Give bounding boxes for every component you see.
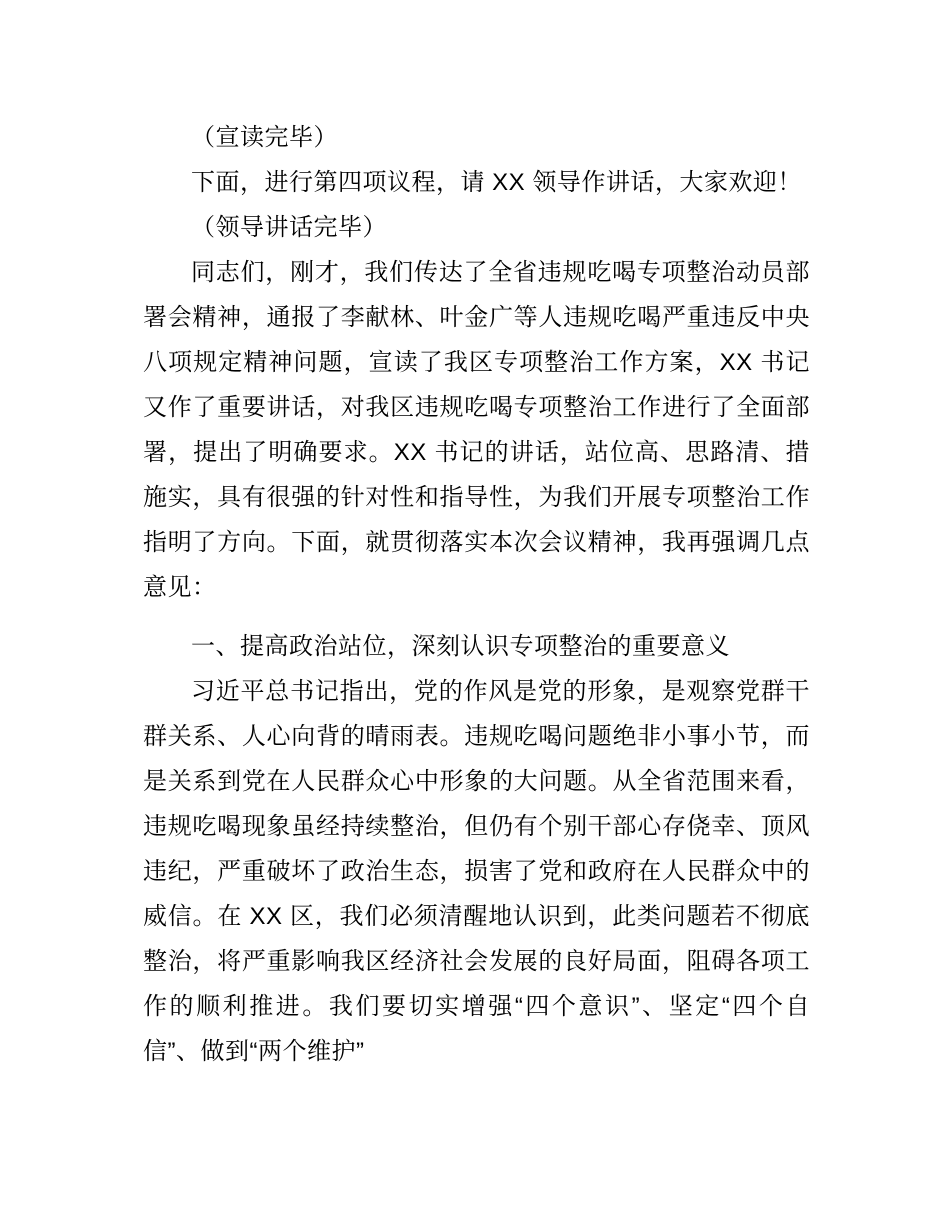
section-heading-1: 一、提高政治站位，深刻认识专项整治的重要意义 — [191, 633, 730, 660]
body-paragraph-meeting-summary: 同志们，刚才，我们传达了全省违规吃喝专项整治动员部署会精神，通报了李献林、叶金广等人违规吃喝严重违反中央八项规定精神问题，宣读了我区专项整治工作方案，XX 书记又作了重要讲话，对我区违规吃喝专项整治工作进行了全面部署，提出了明确要求。XX 书记的讲话，站位高、思路清、措施实，具有很强的针对性和指导性，为我们开展专项整治工作指明了方向。下面，就贯彻落实本次会议精神，我再强调几点意见： — [143, 259, 810, 601]
agenda-item-line: 下面，进行第四项议程，请 XX 领导作讲话，大家欢迎！ — [191, 169, 802, 196]
body-paragraph-significance: 习近平总书记指出，党的作风是党的形象，是观察党群干群关系、人心向背的晴雨表。违规吃喝问题绝非小事小节，而是关系到党在人民群众心中形象的大问题。从全省范围来看，违规吃喝现象虽经持续整治，但仍有个别干部心存侥幸、顶风违纪，严重破坏了政治生态，损害了党和政府在人民群众中的威信。在 XX 区，我们必须清醒地认识到，此类问题若不彻底整治，将严重影响我区经济社会发展的良好局面，阻碍各项工作的顺利推进。我们要切实增强“四个意识”、坚定“四个自信”、做到“两个维护” — [143, 678, 810, 1065]
stage-note-reading-finished: （宣读完毕） — [191, 124, 338, 151]
stage-note-speech-finished: （领导讲话完毕） — [191, 214, 387, 241]
